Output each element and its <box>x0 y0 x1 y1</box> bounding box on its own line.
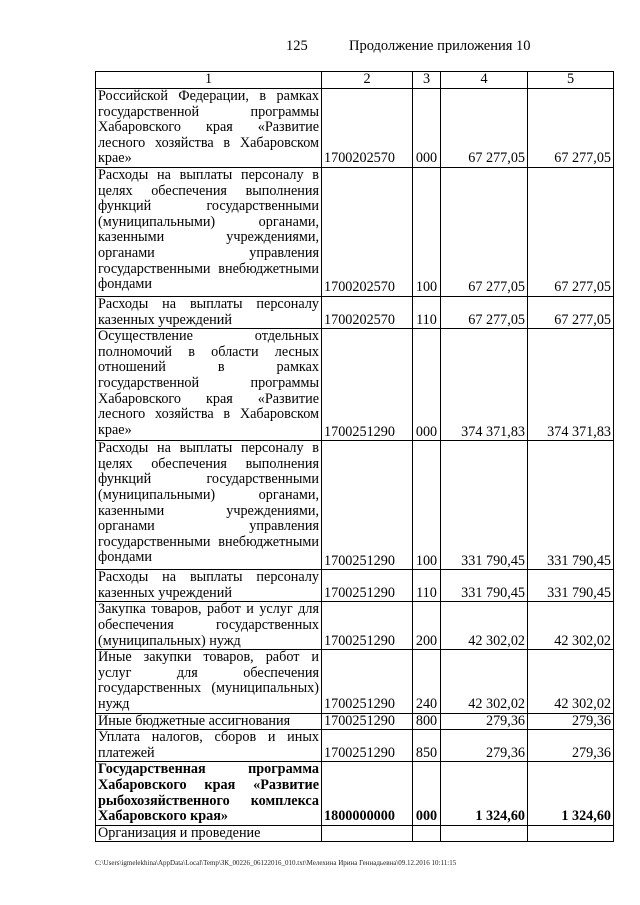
row-name-cell: Уплата налогов, сборов и иных платежей <box>96 730 322 762</box>
row-code-cell: 1700202570 <box>322 89 413 168</box>
row-sum-total-cell: 331 790,45 <box>528 441 614 570</box>
budget-table <box>95 71 614 842</box>
row-sum-2016-cell: 42 302,02 <box>441 602 528 650</box>
row-kind-cell <box>413 825 441 842</box>
row-code-cell: 1700251290 <box>322 602 413 650</box>
row-sum-2016-cell: 331 790,45 <box>441 570 528 602</box>
row-sum-total-cell: 1 324,60 <box>528 762 614 825</box>
row-sum-total-cell: 331 790,45 <box>528 570 614 602</box>
row-sum-total-cell <box>528 825 614 842</box>
table-row <box>96 602 614 650</box>
row-name-cell: Российской Федерации, в рамках государственной программы Хабаровского края «Развитие лесного хозяйства в Хабаровском крае» <box>96 89 322 168</box>
row-name-cell: Расходы на выплаты персоналу в целях обеспечения выполнения функций государственными (муниципальными) органами, казенными учреждениями, органами управления государственными внебюджетными фондами <box>96 168 322 297</box>
row-name-cell: Расходы на выплаты персоналу в целях обеспечения выполнения функций государственными (муниципальными) органами, казенными учреждениями, органами управления государственными внебюджетными фондами <box>96 441 322 570</box>
file-path-footer: C:\Users\igmelekhina\AppData\Local\Temp\ЗК_00226_06122016_010.txt\Мелехина Ирина Геннадьевна\09.12.2016 10:11:15 <box>95 859 457 867</box>
row-sum-total-cell: 279,36 <box>528 713 614 730</box>
row-sum-total-cell: 42 302,02 <box>528 602 614 650</box>
row-sum-total-cell: 374 371,83 <box>528 329 614 441</box>
row-name-cell: Расходы на выплаты персоналу казенных учреждений <box>96 297 322 329</box>
table-row <box>96 570 614 602</box>
row-sum-total-cell: 42 302,02 <box>528 650 614 713</box>
row-name-cell: Расходы на выплаты персоналу казенных учреждений <box>96 570 322 602</box>
table-body <box>96 89 614 842</box>
table-row <box>96 441 614 570</box>
row-kind-cell: 850 <box>413 730 441 762</box>
row-sum-2016-cell: 279,36 <box>441 713 528 730</box>
row-name-cell: Осуществление отдельных полномочий в области лесных отношений в рамках государственной программы Хабаровского края «Развитие лесного хозяйства в Хабаровском крае» <box>96 329 322 441</box>
page-number: 125 <box>286 38 308 54</box>
row-sum-total-cell: 67 277,05 <box>528 89 614 168</box>
table-row <box>96 730 614 762</box>
row-code-cell: 1800000000 <box>322 762 413 825</box>
row-kind-cell: 240 <box>413 650 441 713</box>
table-row <box>96 168 614 297</box>
column-header-2: 2 <box>322 72 413 89</box>
row-code-cell <box>322 825 413 842</box>
row-sum-2016-cell: 279,36 <box>441 730 528 762</box>
table-row <box>96 89 614 168</box>
row-code-cell: 1700251290 <box>322 730 413 762</box>
row-sum-2016-cell: 374 371,83 <box>441 329 528 441</box>
table-row <box>96 297 614 329</box>
row-name-cell: Закупка товаров, работ и услуг для обеспечения государственных (муниципальных) нужд <box>96 602 322 650</box>
table-row <box>96 650 614 713</box>
row-name-cell: Иные закупки товаров, работ и услуг для обеспечения государственных (муниципальных) нужд <box>96 650 322 713</box>
row-kind-cell: 110 <box>413 297 441 329</box>
row-code-cell: 1700202570 <box>322 297 413 329</box>
table-header-row <box>96 72 614 89</box>
table-row <box>96 825 614 842</box>
appendix-caption: Продолжение приложения 10 <box>349 38 531 54</box>
column-header-1: 1 <box>96 72 322 89</box>
row-kind-cell: 110 <box>413 570 441 602</box>
row-name-cell: Государственная программа Хабаровского края «Развитие рыбохозяйственного комплекса Хабаровского края» <box>96 762 322 825</box>
column-header-4: 4 <box>441 72 528 89</box>
table-row <box>96 762 614 825</box>
row-sum-2016-cell <box>441 825 528 842</box>
row-sum-2016-cell: 331 790,45 <box>441 441 528 570</box>
row-sum-2016-cell: 42 302,02 <box>441 650 528 713</box>
page-header <box>0 38 640 58</box>
table-row <box>96 329 614 441</box>
row-kind-cell: 000 <box>413 762 441 825</box>
row-code-cell: 1700202570 <box>322 168 413 297</box>
row-sum-2016-cell: 67 277,05 <box>441 168 528 297</box>
row-sum-2016-cell: 1 324,60 <box>441 762 528 825</box>
column-header-5: 5 <box>528 72 614 89</box>
row-kind-cell: 100 <box>413 441 441 570</box>
row-kind-cell: 000 <box>413 329 441 441</box>
row-name-cell: Организация и проведение <box>96 825 322 842</box>
row-code-cell: 1700251290 <box>322 650 413 713</box>
row-kind-cell: 800 <box>413 713 441 730</box>
table-row <box>96 713 614 730</box>
row-kind-cell: 000 <box>413 89 441 168</box>
row-sum-2016-cell: 67 277,05 <box>441 89 528 168</box>
row-code-cell: 1700251290 <box>322 570 413 602</box>
row-code-cell: 1700251290 <box>322 441 413 570</box>
row-sum-total-cell: 279,36 <box>528 730 614 762</box>
row-sum-total-cell: 67 277,05 <box>528 297 614 329</box>
row-kind-cell: 100 <box>413 168 441 297</box>
row-sum-total-cell: 67 277,05 <box>528 168 614 297</box>
row-name-cell: Иные бюджетные ассигнования <box>96 713 322 730</box>
row-kind-cell: 200 <box>413 602 441 650</box>
row-code-cell: 1700251290 <box>322 713 413 730</box>
column-header-3: 3 <box>413 72 441 89</box>
row-code-cell: 1700251290 <box>322 329 413 441</box>
row-sum-2016-cell: 67 277,05 <box>441 297 528 329</box>
